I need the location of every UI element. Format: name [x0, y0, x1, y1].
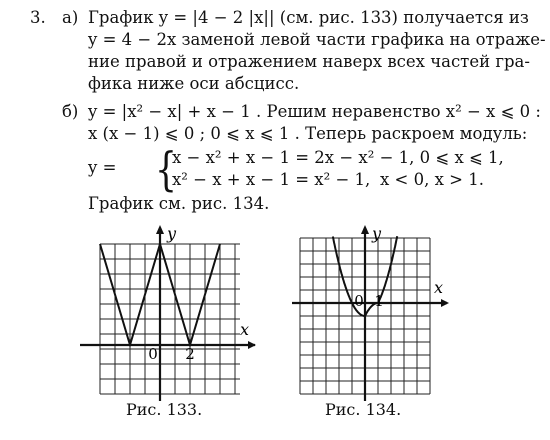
figure-133-y-label: y: [167, 224, 177, 243]
figure-133-y-arrow: [156, 225, 164, 234]
figure-133-origin-label: 0: [148, 345, 158, 363]
part-a-label: а): [62, 8, 79, 27]
piecewise-lhs: y =: [88, 158, 117, 177]
piecewise-case-2-expression: x² − x + x − 1 = x² − 1,: [172, 170, 371, 189]
figure-133-x-arrow: [248, 341, 256, 349]
figure-133-x-label: x: [240, 320, 250, 339]
part-a-line-1: График y = |4 − 2 |x|| (см. рис. 133) получается из: [88, 8, 529, 27]
part-a-line-4: фика ниже оси абсцисс.: [88, 74, 300, 93]
left-brace: {: [155, 142, 177, 196]
part-b-label: б): [62, 102, 79, 121]
problem-number: 3.: [30, 8, 46, 27]
figure-133-graph: [80, 222, 260, 402]
figure-134-origin-label: 0: [354, 292, 364, 310]
part-b-last-line: График см. рис. 134.: [88, 194, 270, 213]
figure-134-x-label: x: [434, 278, 444, 297]
figure-134-tick-label: 1: [374, 292, 384, 310]
figure-133-tick-label: 2: [185, 345, 195, 363]
figure-133-grid: [100, 244, 240, 394]
figure-134-caption: Рис. 134.: [325, 400, 402, 419]
part-b-line-2: x (x − 1) ⩽ 0 ; 0 ⩽ x ⩽ 1 . Теперь раскроем модуль:: [88, 124, 528, 143]
figure-134-x-arrow: [441, 299, 449, 307]
piecewise-case-2-condition: x < 0, x > 1.: [380, 170, 484, 189]
piecewise-case-1: x − x² + x − 1 = 2x − x² − 1, 0 ⩽ x ⩽ 1,: [172, 148, 504, 167]
figure-134-graph: [292, 222, 472, 402]
figure-134-y-label: y: [372, 224, 382, 243]
part-a-line-3: ние правой и отражением наверх всех частей гра-: [88, 52, 530, 71]
figure-133-caption: Рис. 133.: [126, 400, 203, 419]
figure-134-y-arrow: [361, 225, 369, 234]
part-b-line-1: y = |x² − x| + x − 1 . Решим неравенство x² − x ⩽ 0 :: [88, 102, 541, 121]
part-a-line-2: y = 4 − 2x заменой левой части графика на отраже-: [88, 30, 546, 49]
